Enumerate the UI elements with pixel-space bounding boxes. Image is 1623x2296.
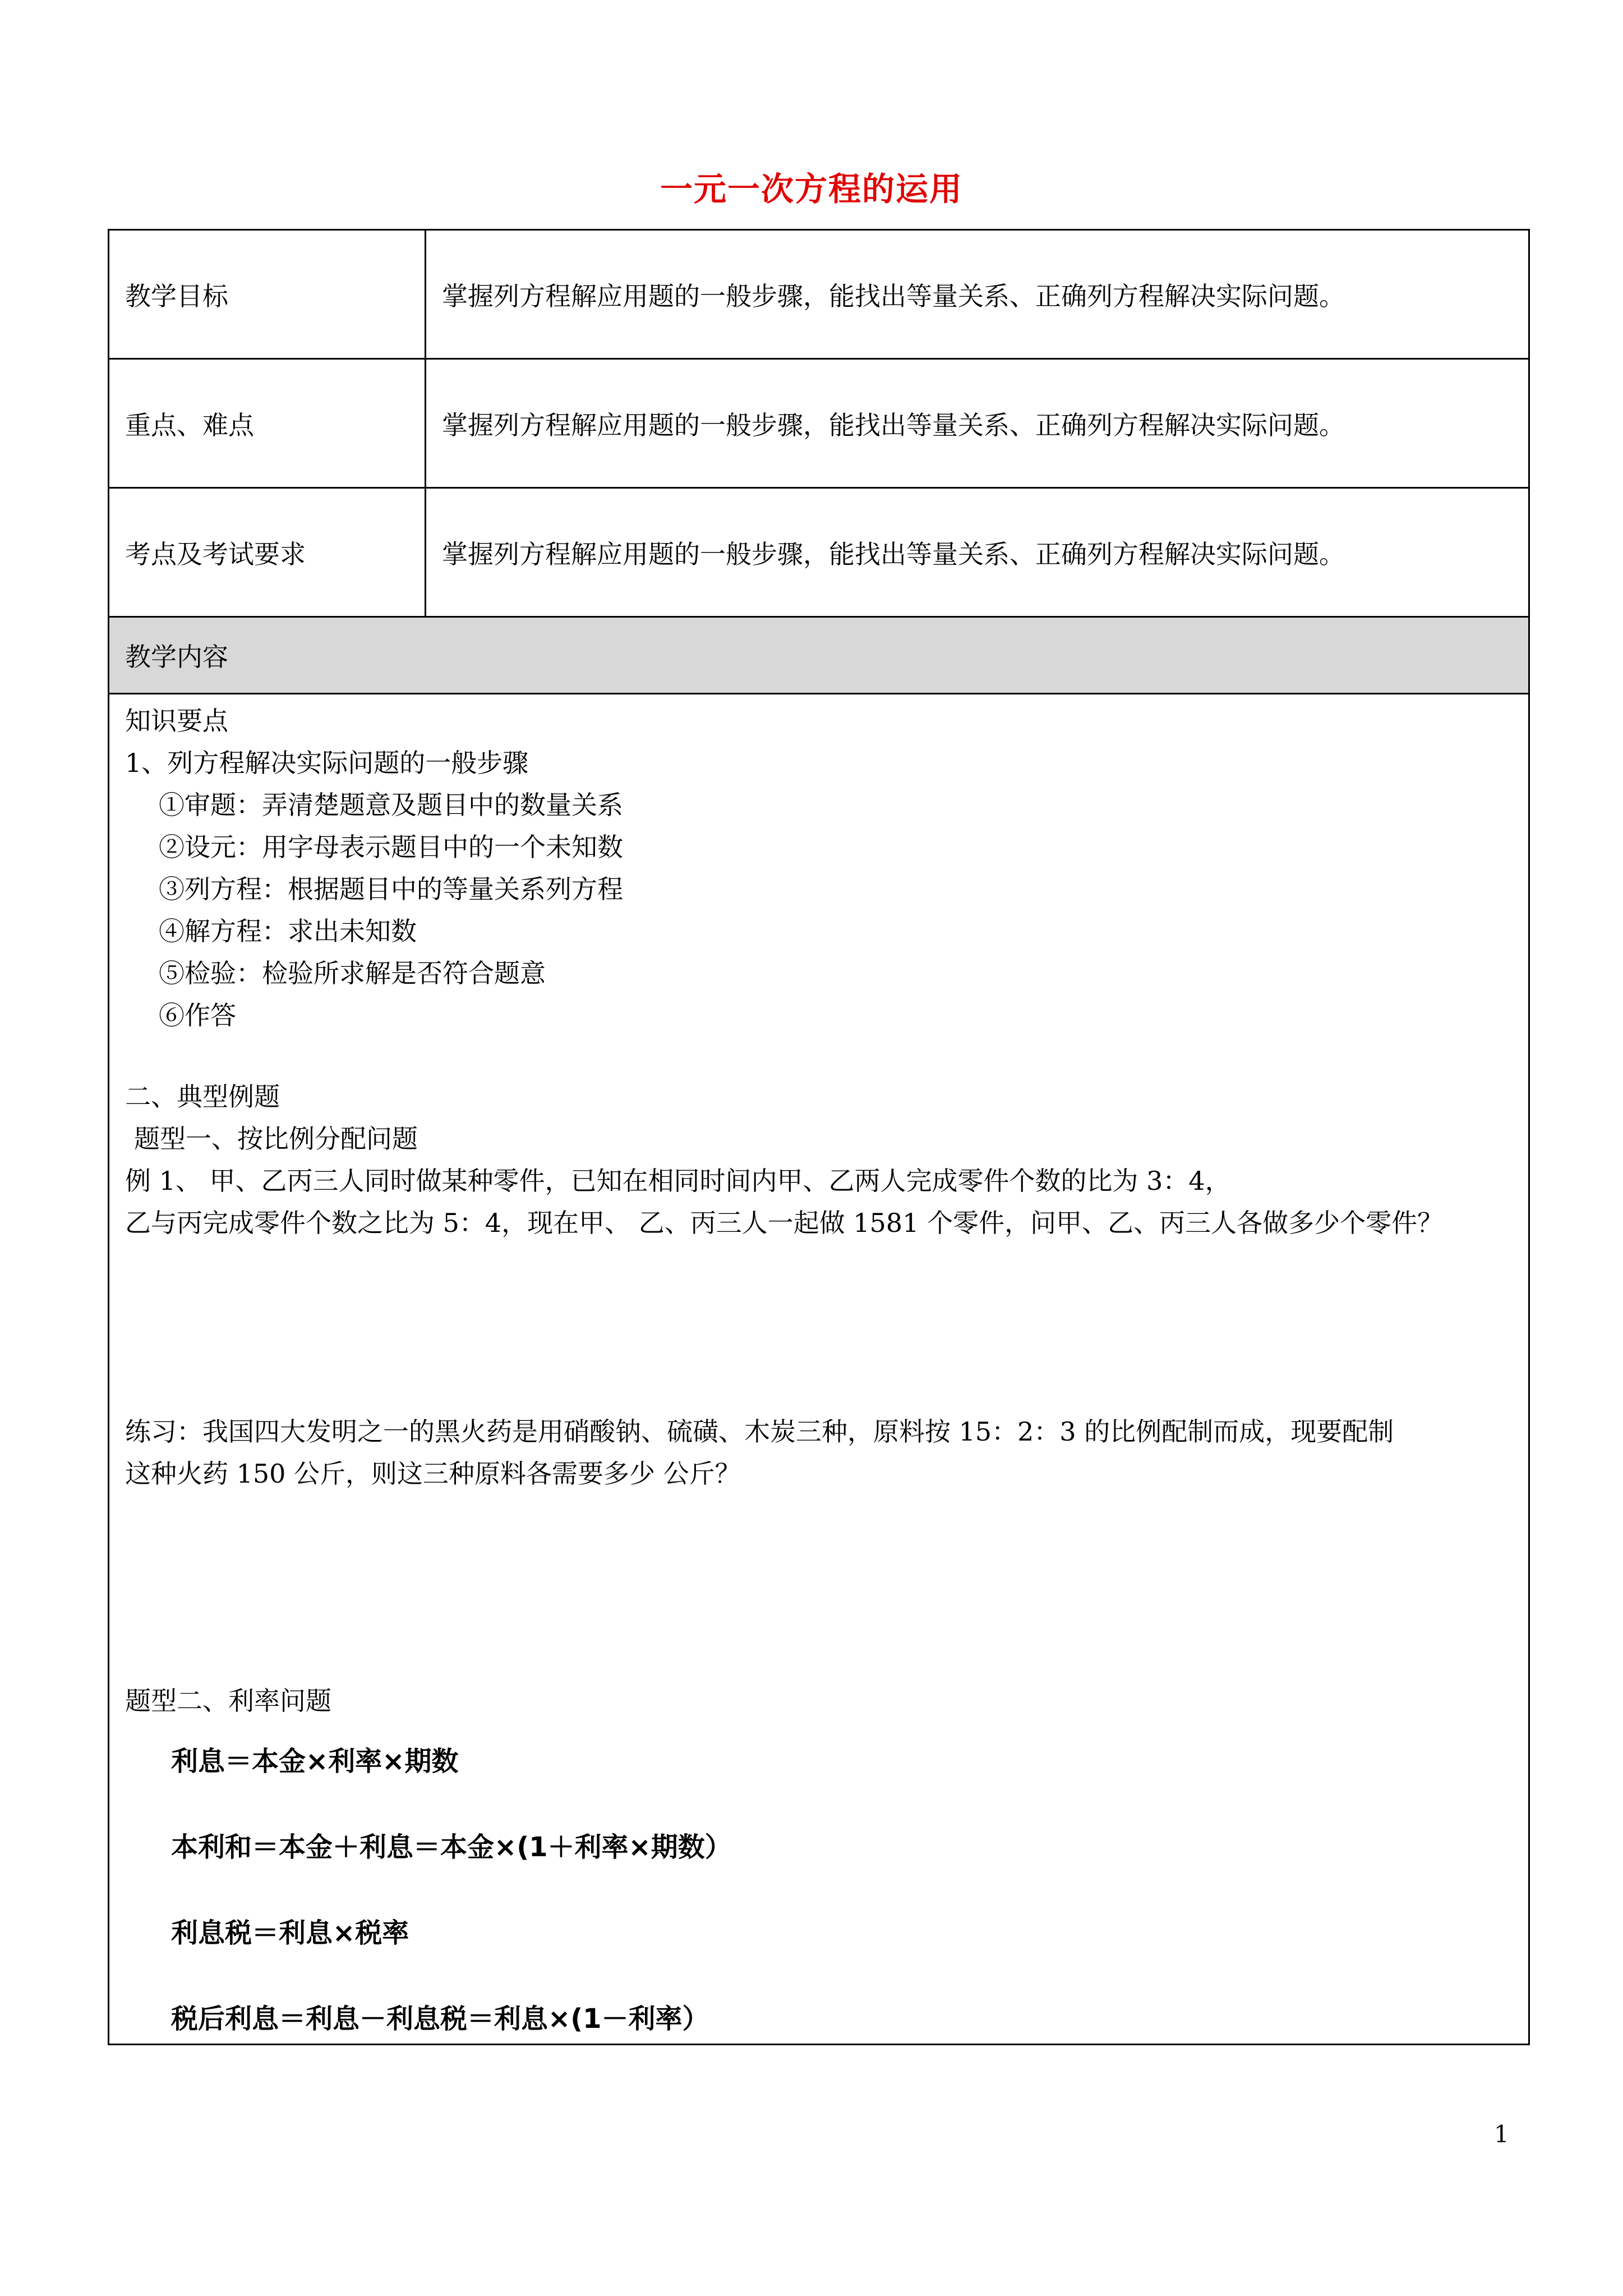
- knowledge-heading: 知识要点: [125, 706, 228, 736]
- example1-text: 乙与丙完成零件个数之比为 5：4，现在甲、 乙、丙三人一起做 1581 个零件，问甲、乙、丙三人各做多少个零件？: [125, 1208, 1444, 1238]
- row-value-exam: 掌握列方程解应用题的一般步骤，能找出等量关系、正确列方程解决实际问题。: [426, 488, 1529, 617]
- step-item: ③列方程：根据题目中的等量关系列方程: [159, 874, 623, 904]
- examples-heading: 二、典型例题: [125, 1082, 280, 1112]
- table-row: [109, 488, 1529, 617]
- step-item: ⑥作答: [159, 1000, 236, 1030]
- step-item: ④解方程：求出未知数: [159, 916, 417, 946]
- type1-heading: 题型一、按比例分配问题: [134, 1124, 418, 1154]
- row-value-goal: 掌握列方程解应用题的一般步骤，能找出等量关系、正确列方程解决实际问题。: [426, 230, 1529, 359]
- formula-interest-tax: 利息税＝利息×税率: [171, 1917, 409, 1949]
- row-label-exam: 考点及考试要求: [109, 488, 426, 617]
- formula-after-tax-interest: 税后利息＝利息－利息税＝利息×(1－利率）: [171, 2003, 709, 2035]
- lesson-content: [108, 692, 1530, 2045]
- lesson-info-table: [108, 229, 1530, 694]
- table-row: [109, 230, 1529, 359]
- page-title: 一元一次方程的运用: [660, 170, 963, 208]
- table-row: [109, 359, 1529, 488]
- step-item: ⑤检验：检验所求解是否符合题意: [159, 958, 546, 988]
- row-value-key-points: 掌握列方程解应用题的一般步骤，能找出等量关系、正确列方程解决实际问题。: [426, 359, 1529, 488]
- formula-principal-interest: 本利和＝本金＋利息＝本金×(1＋利率×期数）: [171, 1832, 732, 1863]
- row-label-goal: 教学目标: [109, 230, 426, 359]
- knowledge-subheading: 1、列方程解决实际问题的一般步骤: [125, 748, 529, 778]
- type2-heading: 题型二、利率问题: [125, 1686, 331, 1716]
- row-label-key-points: 重点、难点: [109, 359, 426, 488]
- step-item: ②设元：用字母表示题目中的一个未知数: [159, 832, 623, 862]
- page-number: 1: [1494, 2120, 1509, 2148]
- content-header-row: [109, 617, 1529, 694]
- practice-text: 这种火药 150 公斤，则这三种原料各需要多少 公斤？: [125, 1458, 741, 1489]
- example1-text: 例 1、 甲、乙丙三人同时做某种零件，已知在相同时间内甲、乙两人完成零件个数的比为 3：4，: [125, 1166, 1231, 1196]
- formula-interest: 利息＝本金×利率×期数: [171, 1746, 459, 1777]
- step-item: ①审题：弄清楚题意及题目中的数量关系: [159, 790, 623, 820]
- practice-text: 练习：我国四大发明之一的黑火药是用硝酸钠、硫磺、木炭三种，原料按 15：2：3 的比例配制而成，现要配制: [125, 1416, 1394, 1447]
- content-header: 教学内容: [109, 617, 1529, 694]
